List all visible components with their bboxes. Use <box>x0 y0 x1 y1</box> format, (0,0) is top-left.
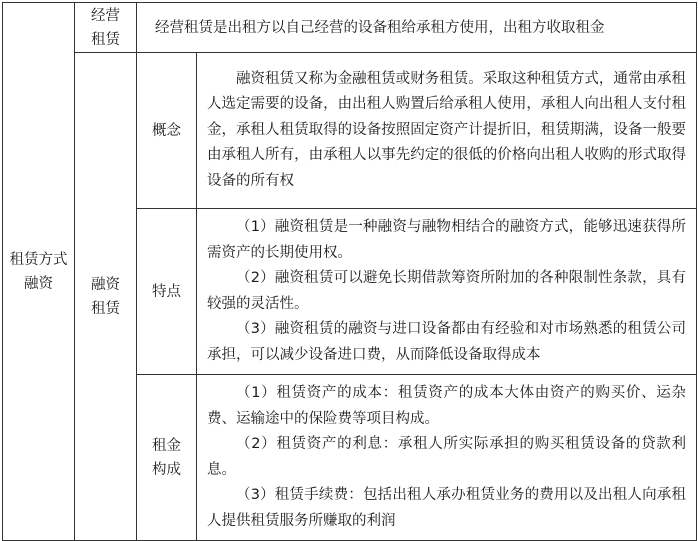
main-category-label: 租赁方式融资 <box>9 251 68 292</box>
features-label: 特点 <box>137 209 197 375</box>
concept-text-cell <box>197 53 697 209</box>
feature-item: （2）融资租赁可以避免长期借款筹资所附加的各种限制性条款，具有较强的灵活性。 <box>207 270 686 312</box>
financial-lease-label: 融资租赁 <box>91 276 120 317</box>
operating-lease-label: 经营租赁 <box>91 7 120 48</box>
features-text-cell <box>197 209 697 375</box>
rent-composition-label: 租金构成 <box>152 437 181 478</box>
lease-financing-table <box>2 2 697 541</box>
operating-lease-label-cell <box>75 3 137 53</box>
feature-item: （1）融资租赁是一种融资与融物相结合的融资方式，能够迅速获得所需资产的长期使用权。 <box>207 219 686 261</box>
concept-text: 融资租赁又称为金融租赁或财务租赁。采取这种租赁方式，通常由承租人选定需要的设备，由出租人购置后给承租人使用，承租人向出租人支付租金，承租人租赁取得的设备按照固定资产计提折旧，租赁期满，设备一般要由承租人所有，由承租人以事先约定的很低的价格向出租人收购的形式取得设备的所有权 <box>207 70 686 189</box>
rent-composition-label-cell <box>137 375 197 541</box>
financial-lease-label-cell <box>75 53 137 541</box>
rent-composition-item: （2）租赁资产的利息：承租人所实际承担的购买租赁设备的贷款利息。 <box>207 436 686 478</box>
operating-lease-description: 经营租赁是出租方以自己经营的设备租给承租方使用，出租方收取租金 <box>137 3 697 53</box>
rent-composition-text-cell <box>197 375 697 541</box>
rent-composition-item: （1）租赁资产的成本：租赁资产的成本大体由资产的购买价、运杂费、运输途中的保险费等项目构成。 <box>207 385 686 427</box>
main-category-cell <box>3 3 75 541</box>
concept-label: 概念 <box>137 53 197 209</box>
feature-item: （3）融资租赁的融资与进口设备都由有经验和对市场熟悉的租赁公司承担，可以减少设备进口费，从而降低设备取得成本 <box>207 321 686 363</box>
rent-composition-item: （3）租赁手续费：包括出租人承办租赁业务的费用以及出租人向承租人提供租赁服务所赚取的利润 <box>207 487 686 529</box>
